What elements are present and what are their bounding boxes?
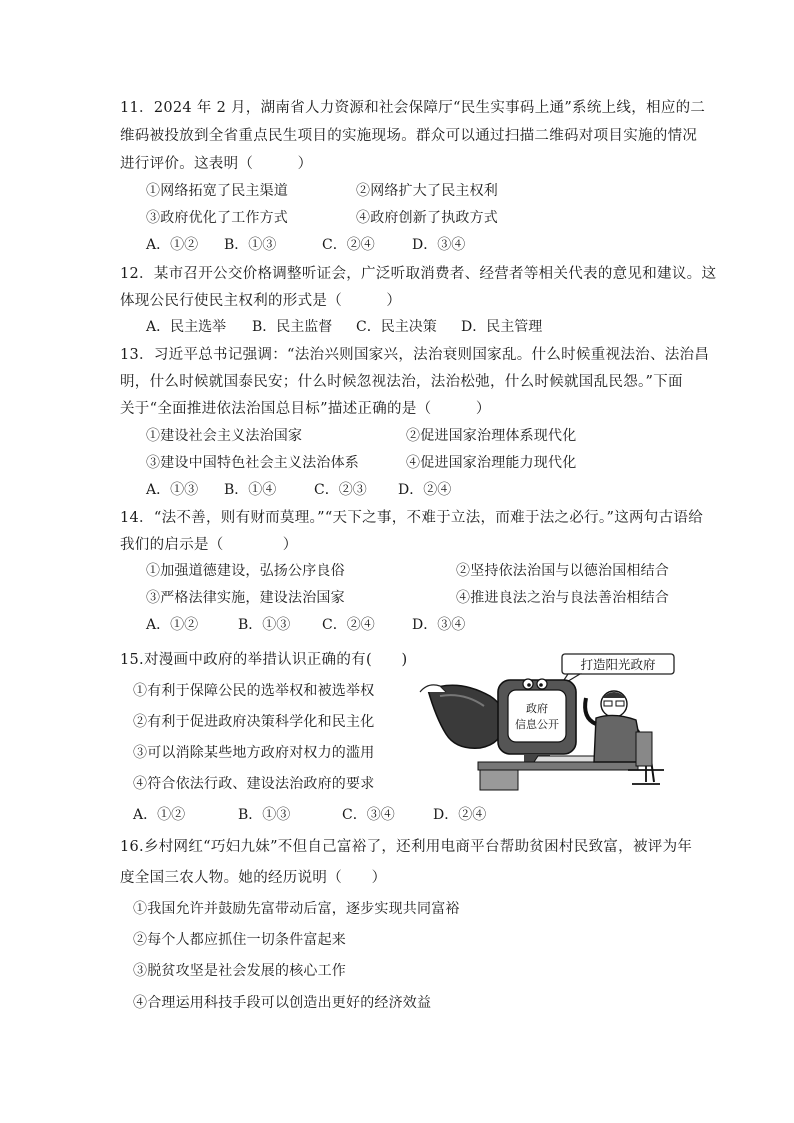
question-13-answer-c: C．②③ — [314, 482, 367, 498]
question-11-option-3: ③政府优化了工作方式 — [146, 210, 288, 226]
question-14-option-4: ④推进良法之治与良法善治相结合 — [456, 590, 669, 606]
question-16-option-3: ③脱贫攻坚是社会发展的核心工作 — [133, 963, 346, 979]
question-13-option-3: ③建设中国特色社会主义法治体系 — [146, 455, 359, 471]
question-13-line-2: 明，什么时候就国泰民安；什么时候忽视法治，法治松弛，什么时候就国乱民怨。”下面 — [120, 374, 683, 390]
screen-text-line-2: 信息公开 — [515, 718, 559, 731]
screen-text-line-1: 政府 — [526, 702, 548, 715]
question-12-line-2: 体现公民行使民主权利的形式是（ ） — [120, 293, 402, 309]
question-11-option-1: ①网络拓宽了民主渠道 — [146, 183, 288, 199]
question-15-option-4: ④符合依法行政、建设法治政府的要求 — [133, 776, 375, 792]
question-12-answer-b: B．民主监督 — [252, 319, 333, 335]
banner-text: 打造阳光政府 — [580, 657, 656, 672]
question-14-answer-d: D．③④ — [412, 617, 466, 633]
question-15-option-1: ①有利于保障公民的选举权和被选举权 — [133, 683, 375, 699]
question-14-option-1: ①加强道德建设，弘扬公序良俗 — [146, 563, 345, 579]
question-16-option-2: ②每个人都应抓住一切条件富起来 — [133, 932, 346, 948]
question-13-answer-d: D．②④ — [398, 482, 452, 498]
question-12-answer-d: D．民主管理 — [461, 319, 543, 335]
government-transparency-cartoon — [418, 652, 680, 792]
question-11-line-1: 11．2024 年 2 月，湖南省人力资源和社会保障厅“民生实事码上通”系统上线，相应的二 — [120, 100, 706, 116]
question-11-option-2: ②网络扩大了民主权利 — [356, 183, 498, 199]
question-14-line-1: 14．“法不善，则有财而莫理。”“天下之事，不难于立法，而难于法之必行。”这两句古语给 — [120, 510, 703, 526]
question-14-answer-b: B．①③ — [238, 617, 291, 633]
question-11-option-4: ④政府创新了执政方式 — [356, 210, 498, 226]
question-13-option-1: ①建设社会主义法治国家 — [146, 428, 303, 444]
question-12-line-1: 12．某市召开公交价格调整听证会，广泛听取消费者、经营者等相关代表的意见和建议。这 — [120, 266, 717, 282]
question-11-line-2: 维码被投放到全省重点民生项目的实施现场。群众可以通过扫描二维码对项目实施的情况 — [120, 128, 698, 144]
question-16-option-1: ①我国允许并鼓励先富带动后富，逐步实现共同富裕 — [133, 901, 460, 917]
question-13-option-2: ②促进国家治理体系现代化 — [406, 428, 577, 444]
question-15-answer-c: C．③④ — [342, 807, 395, 823]
question-13-option-4: ④促进国家治理能力现代化 — [406, 455, 577, 471]
question-11-answer-c: C．②④ — [322, 237, 375, 253]
question-14-option-2: ②坚持依法治国与以德治国相结合 — [456, 563, 669, 579]
question-15-option-2: ②有利于促进政府决策科学化和民主化 — [133, 714, 375, 730]
question-11-line-3: 进行评价。这表明（ ） — [120, 156, 313, 172]
question-12-answer-a: A．民主选举 — [146, 319, 227, 335]
question-15-answer-a: A．①② — [133, 807, 186, 823]
question-13-line-3: 关于“全面推进依法治国总目标”描述正确的是（ ） — [120, 401, 491, 417]
question-13-answer-a: A．①③ — [146, 482, 199, 498]
question-16-line-2: 度全国三农人物。她的经历说明（ ） — [120, 870, 387, 886]
question-16-line-1: 16.乡村网红“巧妇九妹”不但自己富裕了，还利用电商平台帮助贫困村民致富，被评为年 — [120, 839, 693, 855]
question-11-answer-a: A．①② — [146, 237, 199, 253]
question-12-answer-c: C．民主决策 — [356, 319, 437, 335]
question-14-line-2: 我们的启示是（ ） — [120, 537, 298, 553]
question-15-option-3: ③可以消除某些地方政府对权力的滥用 — [133, 745, 375, 761]
question-16-option-4: ④合理运用科技手段可以创造出更好的经济效益 — [133, 995, 432, 1011]
question-11-answer-d: D．③④ — [412, 237, 466, 253]
question-13-line-1: 13．习近平总书记强调：“法治兴则国家兴，法治衰则国家乱。什么时候重视法治、法治昌 — [120, 347, 710, 363]
question-15-answer-d: D．②④ — [433, 807, 487, 823]
question-13-answer-b: B．①④ — [224, 482, 277, 498]
question-11-answer-b: B．①③ — [224, 237, 277, 253]
question-14-answer-c: C．②④ — [322, 617, 375, 633]
question-15-line-1: 15.对漫画中政府的举措认识正确的有( ) — [120, 652, 408, 668]
question-15-answer-b: B．①③ — [238, 807, 291, 823]
question-14-answer-a: A．①② — [146, 617, 199, 633]
banner-bubble — [560, 654, 674, 686]
question-14-option-3: ③严格法律实施，建设法治国家 — [146, 590, 345, 606]
